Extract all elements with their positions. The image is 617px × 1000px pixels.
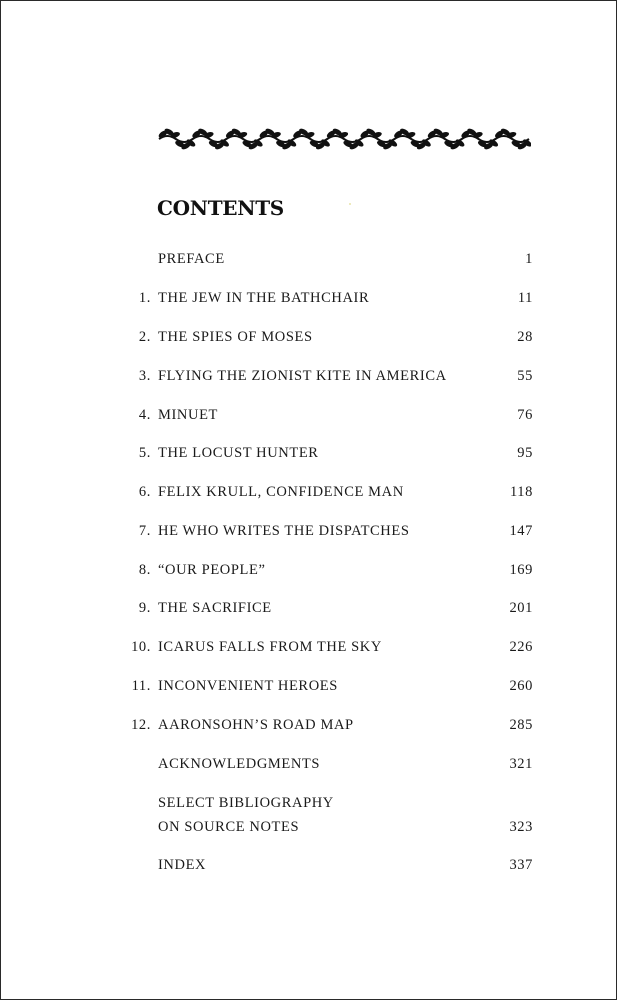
toc-entry: [0, 754, 617, 774]
chapter-number: 4.: [138, 407, 151, 423]
toc-entry: [0, 637, 617, 657]
toc-entry: [0, 405, 617, 425]
toc-entry: [0, 327, 617, 347]
page-number: 285: [509, 717, 533, 733]
page-number: 28: [517, 329, 533, 345]
chapter-title: THE JEW IN THE BATHCHAIR: [158, 290, 370, 306]
page-number: 337: [509, 857, 533, 873]
page-number: 260: [509, 678, 533, 694]
chapter-number: 2.: [138, 329, 151, 345]
chapter-number: 7.: [138, 523, 151, 539]
page-number: 226: [509, 639, 533, 655]
toc-entry: [0, 443, 617, 463]
chapter-number: 11.: [131, 678, 151, 694]
page-number: 147: [509, 523, 533, 539]
chapter-number: 9.: [138, 600, 151, 616]
page-number: 76: [517, 407, 533, 423]
chapter-title: INCONVENIENT HEROES: [158, 678, 338, 694]
chapter-number: 6.: [138, 484, 151, 500]
paper-speck: [349, 203, 351, 205]
page-number: 321: [509, 756, 533, 772]
chapter-title: THE LOCUST HUNTER: [158, 445, 319, 461]
chapter-title: THE SACRIFICE: [158, 600, 272, 616]
chapter-number: 3.: [138, 368, 151, 384]
chapter-title: AARONSOHN’S ROAD MAP: [158, 717, 354, 733]
page-number: 169: [509, 562, 533, 578]
chapter-title: ICARUS FALLS FROM THE SKY: [158, 639, 382, 655]
toc-entry: [0, 817, 617, 837]
chapter-title: PREFACE: [158, 251, 225, 267]
page-title: CONTENTS: [157, 196, 284, 220]
chapter-title: ACKNOWLEDGMENTS: [158, 756, 321, 772]
chapter-title: SELECT BIBLIOGRAPHY: [158, 795, 334, 811]
toc-entry: [0, 482, 617, 502]
chapter-number: 1.: [138, 290, 151, 306]
chapter-title: “OUR PEOPLE”: [158, 562, 266, 578]
toc-entry: [0, 560, 617, 580]
toc-entry: [0, 715, 617, 735]
page-number: 118: [509, 484, 533, 500]
page-number: 11: [517, 290, 533, 306]
chapter-number: 12.: [131, 717, 151, 733]
page-number: 201: [509, 600, 533, 616]
page-number: 323: [509, 819, 533, 835]
toc-entry: [0, 249, 617, 269]
chapter-title: FLYING THE ZIONIST KITE IN AMERICA: [158, 368, 447, 384]
chapter-title: ON SOURCE NOTES: [158, 819, 300, 835]
chapter-title: MINUET: [158, 407, 218, 423]
chapter-number: 5.: [138, 445, 151, 461]
toc-entry: [0, 521, 617, 541]
chapter-number: 10.: [131, 639, 151, 655]
page-number: 55: [517, 368, 533, 384]
chapter-title: THE SPIES OF MOSES: [158, 329, 313, 345]
toc-entry: [0, 598, 617, 618]
page-number: 1: [525, 251, 533, 267]
toc-entry: [0, 288, 617, 308]
page-number: 95: [517, 445, 533, 461]
toc-entry: [0, 855, 617, 875]
laurel-vine-border-icon: [157, 126, 531, 152]
toc-entry: [0, 676, 617, 696]
chapter-title: INDEX: [158, 857, 207, 873]
toc-entry: [0, 793, 617, 813]
toc-entry: [0, 366, 617, 386]
chapter-title: FELIX KRULL, CONFIDENCE MAN: [158, 484, 404, 500]
chapter-number: 8.: [138, 562, 151, 578]
chapter-title: HE WHO WRITES THE DISPATCHES: [158, 523, 410, 539]
